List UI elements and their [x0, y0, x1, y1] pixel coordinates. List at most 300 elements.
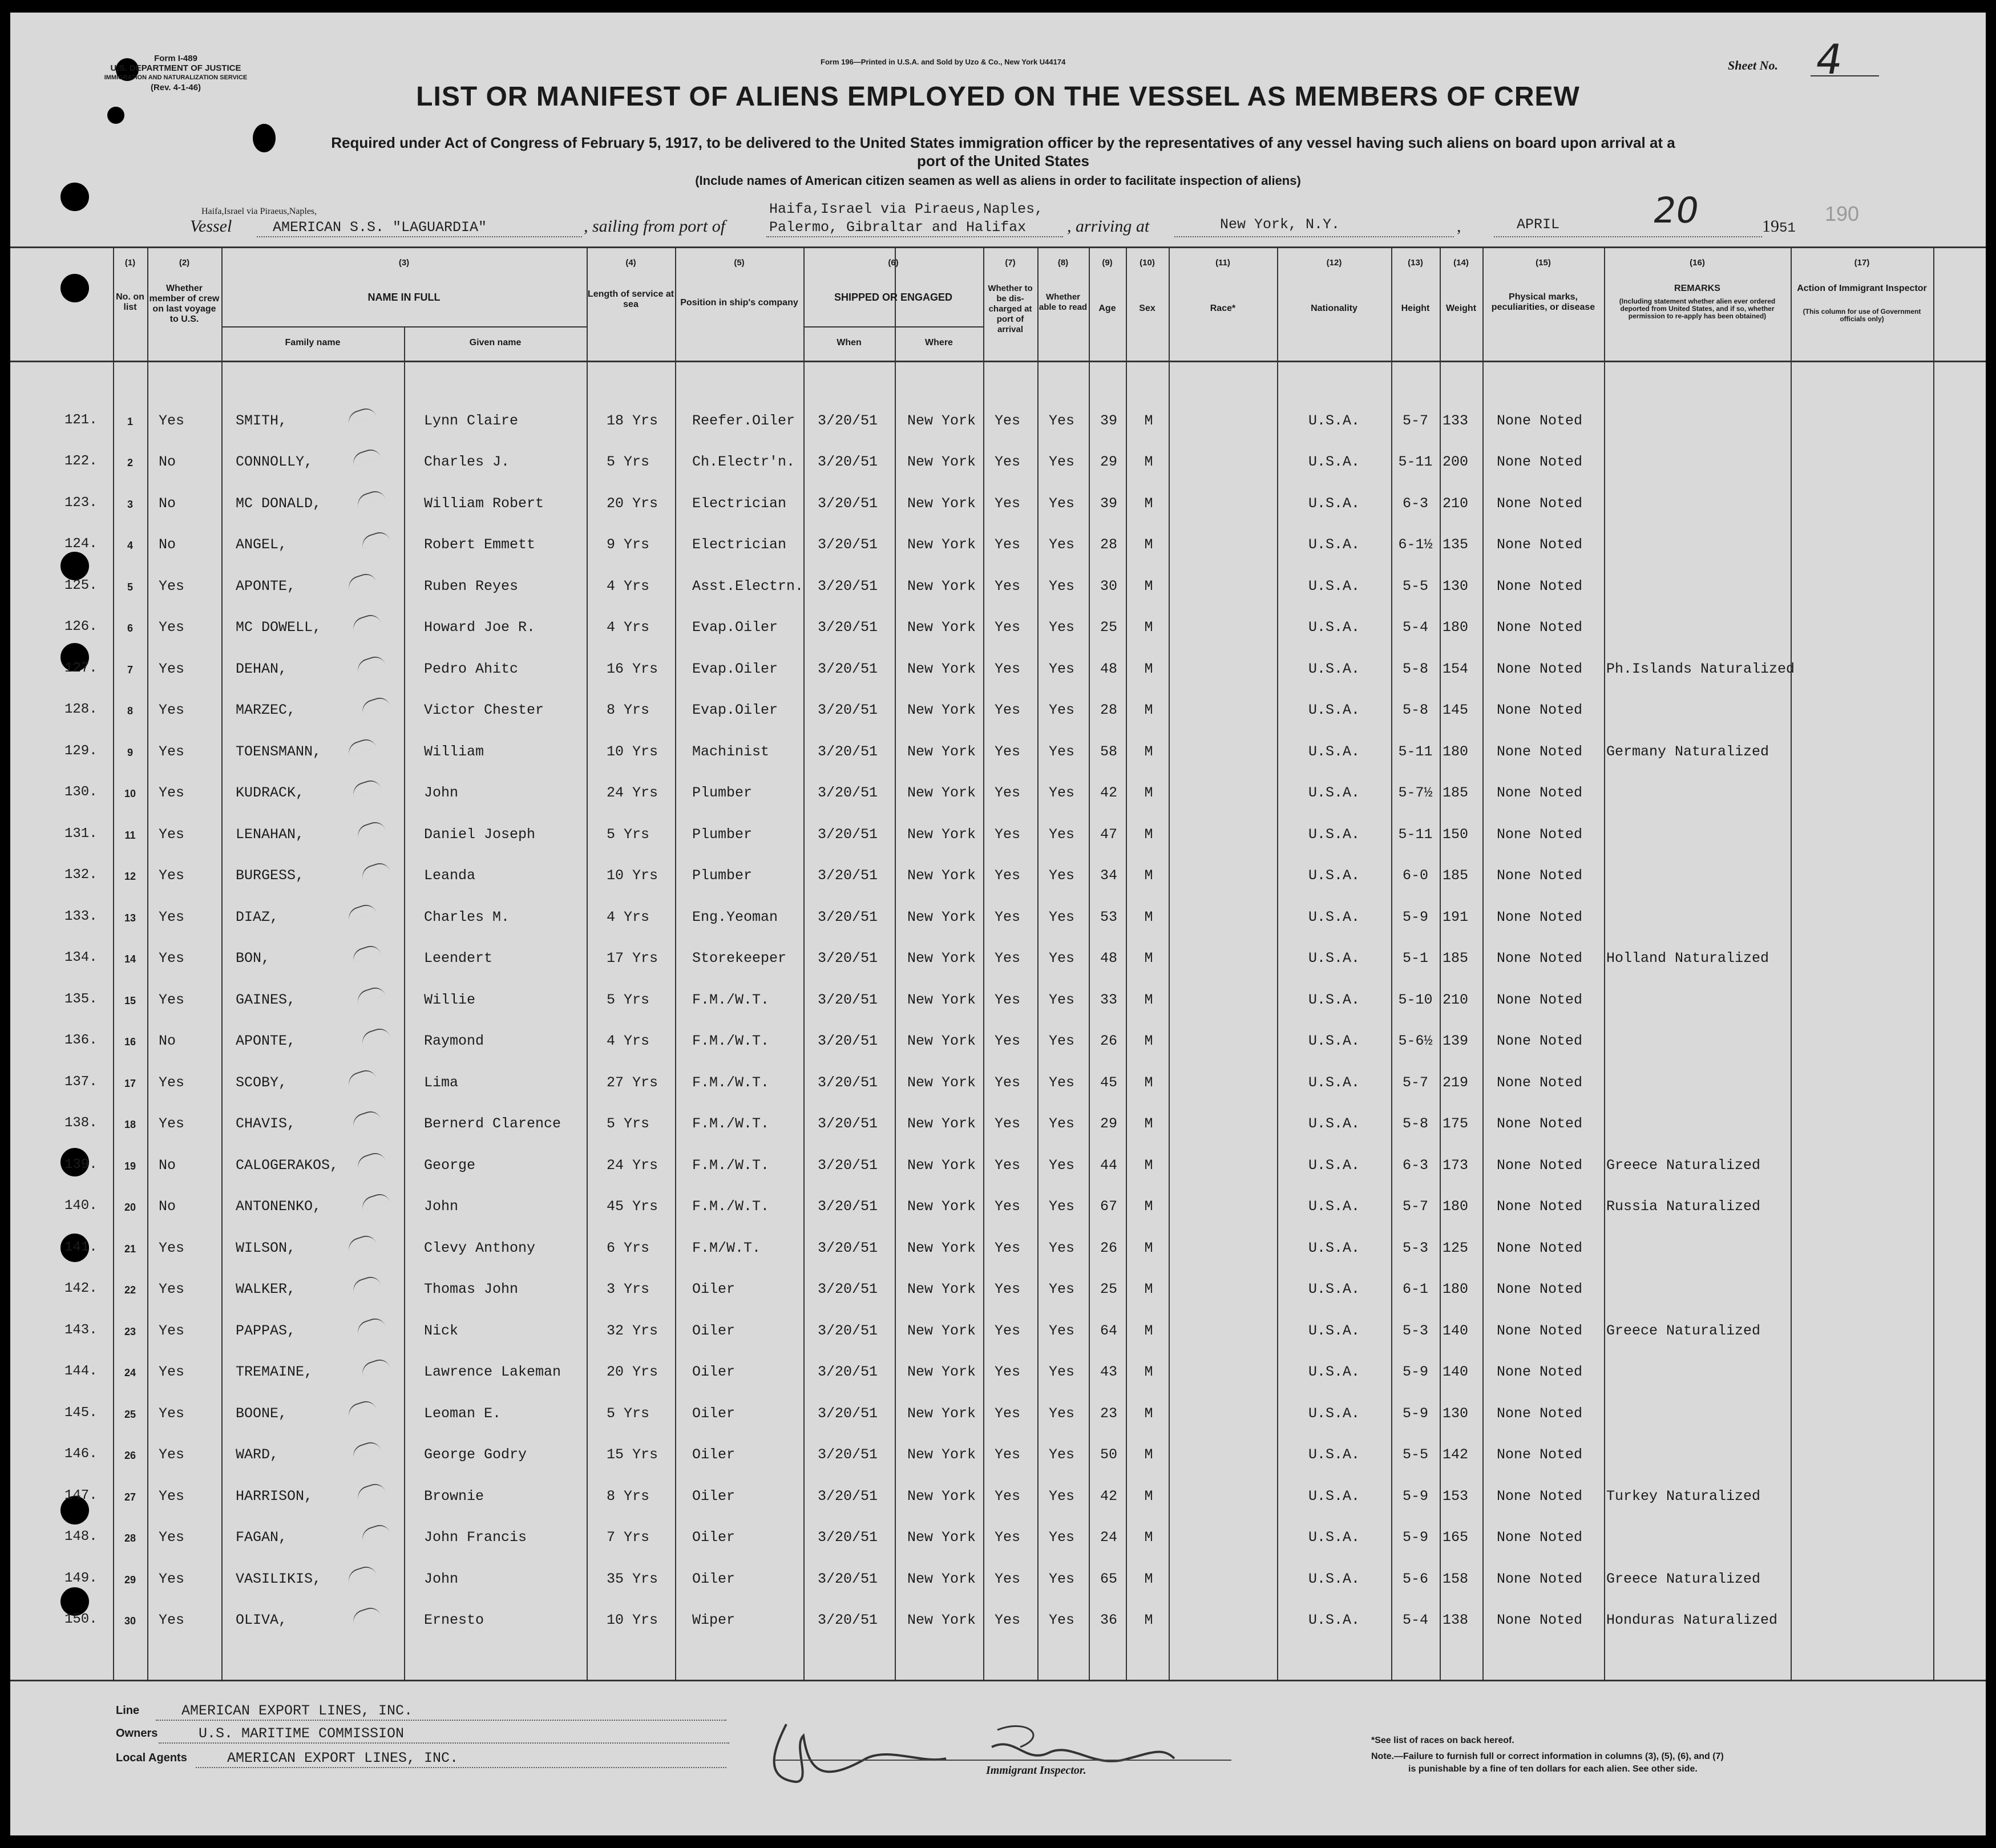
row-weight: 140	[1443, 1322, 1469, 1339]
row-length-service: 4 Yrs	[607, 908, 650, 925]
row-able-read: Yes	[1049, 1322, 1075, 1339]
row-given-name: John	[424, 1198, 459, 1215]
row-shipped-when: 3/20/51	[818, 908, 878, 925]
row-sequence: 138.	[64, 1115, 98, 1131]
row-able-read: Yes	[1049, 1529, 1075, 1546]
row-last-voyage: Yes	[159, 1487, 185, 1505]
row-height: 5-8	[1402, 1115, 1428, 1132]
row-sex: M	[1144, 1198, 1153, 1215]
row-nationality: U.S.A.	[1308, 826, 1360, 843]
row-sequence: 125.	[64, 577, 98, 593]
penalty-note	[1371, 1752, 1724, 1761]
row-sex: M	[1144, 1156, 1153, 1174]
row-last-voyage: Yes	[159, 867, 185, 884]
column-number: (1)	[124, 258, 136, 268]
arrival-month: APRIL	[1517, 216, 1560, 233]
row-able-read: Yes	[1049, 1487, 1075, 1505]
row-discharged: Yes	[995, 908, 1021, 925]
header-remarks: REMARKS	[1674, 284, 1720, 293]
row-sequence: 136.	[64, 1033, 98, 1048]
row-shipped-when: 3/20/51	[818, 991, 878, 1008]
row-last-voyage: Yes	[159, 1612, 185, 1628]
row-length-service: 20 Yrs	[607, 1364, 658, 1380]
row-number: 24	[124, 1367, 136, 1378]
row-position: Asst.Electrn.	[692, 577, 804, 595]
check-mark	[359, 860, 390, 880]
row-length-service: 8 Yrs	[607, 702, 650, 718]
row-height: 5-1	[1402, 950, 1428, 967]
row-number: 30	[124, 1615, 136, 1627]
row-nationality: U.S.A.	[1308, 1446, 1360, 1463]
row-sex: M	[1144, 1446, 1153, 1463]
row-sequence: 144.	[64, 1364, 98, 1379]
check-mark	[350, 943, 381, 963]
row-discharged: Yes	[995, 785, 1021, 801]
manifest-table	[10, 246, 1986, 1684]
row-height: 5-11	[1398, 826, 1433, 843]
row-given-name: Lynn Claire	[424, 412, 519, 429]
row-discharged: Yes	[995, 991, 1021, 1008]
row-length-service: 20 Yrs	[607, 495, 658, 512]
row-shipped-when: 3/20/51	[818, 1446, 878, 1463]
row-physical-marks: None Noted	[1497, 1156, 1583, 1174]
row-shipped-when: 3/20/51	[818, 702, 878, 718]
row-length-service: 45 Yrs	[607, 1198, 658, 1215]
row-sex: M	[1144, 619, 1153, 636]
row-nationality: U.S.A.	[1308, 619, 1360, 636]
row-length-service: 18 Yrs	[607, 412, 658, 429]
table-row	[10, 890, 1986, 932]
subtitle	[136, 134, 1870, 170]
row-able-read: Yes	[1049, 991, 1075, 1008]
row-number: 22	[124, 1284, 136, 1296]
row-shipped-when: 3/20/51	[818, 660, 878, 677]
row-physical-marks: None Noted	[1497, 1405, 1583, 1422]
header-race: Race*	[1210, 304, 1236, 313]
row-sequence: 147.	[64, 1487, 98, 1503]
row-given-name: Lawrence Lakeman	[424, 1364, 561, 1380]
row-able-read: Yes	[1049, 908, 1075, 925]
header-no-on-list: No. on list	[116, 292, 144, 312]
row-shipped-when: 3/20/51	[818, 867, 878, 884]
row-age: 45	[1100, 1074, 1117, 1091]
row-length-service: 3 Yrs	[607, 1281, 650, 1297]
row-family-name: MC DOWELL,	[236, 619, 322, 636]
row-physical-marks: None Noted	[1497, 1115, 1583, 1132]
row-given-name: Leanda	[424, 867, 476, 884]
check-mark	[359, 1522, 390, 1542]
column-number: (14)	[1453, 258, 1469, 268]
header-action-note: (This column for use of Government officials only)	[1803, 308, 1921, 323]
row-last-voyage: Yes	[159, 702, 185, 718]
row-family-name: LENAHAN,	[236, 826, 305, 843]
header-name-in-full: NAME IN FULL	[367, 292, 441, 303]
row-height: 5-11	[1398, 743, 1433, 760]
row-given-name: Thomas John	[424, 1281, 519, 1297]
row-age: 58	[1100, 743, 1117, 760]
row-position: Plumber	[692, 867, 753, 884]
row-height: 5-4	[1402, 619, 1428, 636]
header-discharged: Whether to be dis-charged at port of arrival	[988, 284, 1033, 334]
row-length-service: 5 Yrs	[607, 1115, 650, 1132]
table-row	[10, 1263, 1986, 1304]
row-given-name: Pedro Ahitc	[424, 660, 519, 677]
row-sequence: 137.	[64, 1074, 98, 1090]
row-sex: M	[1144, 1115, 1153, 1132]
row-height: 5-9	[1402, 1487, 1428, 1505]
row-last-voyage: Yes	[159, 619, 185, 636]
row-nationality: U.S.A.	[1308, 577, 1360, 595]
row-remarks: Greece Naturalized	[1606, 1570, 1761, 1587]
row-discharged: Yes	[995, 826, 1021, 843]
row-number: 15	[124, 994, 136, 1006]
row-age: 50	[1100, 1446, 1117, 1463]
row-shipped-when: 3/20/51	[818, 454, 878, 470]
row-number: 19	[124, 1160, 136, 1172]
header-given-name: Given name	[469, 338, 522, 347]
row-last-voyage: Yes	[159, 1446, 185, 1463]
table-row	[10, 1428, 1986, 1470]
row-discharged: Yes	[995, 1115, 1021, 1132]
arrival-year	[1762, 217, 1796, 236]
row-number: 3	[127, 498, 133, 510]
row-nationality: U.S.A.	[1308, 1364, 1360, 1380]
row-last-voyage: No	[159, 454, 176, 470]
row-last-voyage: Yes	[159, 1322, 185, 1339]
note-label: Note.—	[1371, 1752, 1403, 1761]
row-shipped-where: New York	[907, 867, 976, 884]
row-able-read: Yes	[1049, 619, 1075, 636]
table-row	[10, 1386, 1986, 1428]
row-length-service: 4 Yrs	[607, 619, 650, 636]
row-number: 6	[127, 622, 133, 634]
line-underline	[156, 1720, 726, 1721]
row-shipped-when: 3/20/51	[818, 1322, 878, 1339]
row-discharged: Yes	[995, 1322, 1021, 1339]
row-physical-marks: None Noted	[1497, 619, 1583, 636]
row-discharged: Yes	[995, 1281, 1021, 1297]
row-nationality: U.S.A.	[1308, 454, 1360, 470]
row-family-name: BON,	[236, 950, 270, 967]
row-given-name: Clevy Anthony	[424, 1239, 536, 1256]
row-weight: 135	[1443, 536, 1469, 553]
row-weight: 150	[1443, 826, 1469, 843]
row-able-read: Yes	[1049, 1033, 1075, 1049]
row-given-name: Raymond	[424, 1033, 484, 1049]
row-age: 48	[1100, 660, 1117, 677]
check-mark	[355, 1150, 386, 1169]
row-number: 11	[124, 829, 136, 841]
row-position: Oiler	[692, 1570, 736, 1587]
header-member-last-voyage: Whether member of crew on last voyage to U.S.	[149, 284, 220, 324]
row-sex: M	[1144, 702, 1153, 718]
row-last-voyage: Yes	[159, 1239, 185, 1256]
row-weight: 185	[1443, 950, 1469, 967]
row-position: Oiler	[692, 1487, 736, 1505]
row-family-name: CONNOLLY,	[236, 454, 313, 470]
row-sex: M	[1144, 1487, 1153, 1505]
row-able-read: Yes	[1049, 867, 1075, 884]
row-nationality: U.S.A.	[1308, 1281, 1360, 1297]
check-mark	[359, 1191, 390, 1211]
row-shipped-when: 3/20/51	[818, 1239, 878, 1256]
table-row	[10, 1138, 1986, 1180]
row-shipped-where: New York	[907, 950, 976, 967]
row-physical-marks: None Noted	[1497, 1281, 1583, 1297]
row-number: 16	[124, 1036, 136, 1048]
row-weight: 210	[1443, 495, 1469, 512]
header-height: Height	[1401, 304, 1430, 313]
row-age: 39	[1100, 495, 1117, 512]
row-given-name: Nick	[424, 1322, 459, 1339]
row-discharged: Yes	[995, 412, 1021, 429]
check-mark	[355, 1481, 386, 1500]
row-sex: M	[1144, 1570, 1153, 1587]
note-text: Failure to furnish full or correct information in columns (3), (5), (6), and (7)	[1403, 1752, 1724, 1761]
row-nationality: U.S.A.	[1308, 743, 1360, 760]
row-nationality: U.S.A.	[1308, 1074, 1360, 1091]
manifest-sheet: Form I-489 U.S. DEPARTMENT OF JUSTICE IMMIGRATION AND NATURALIZATION SERVICE (Rev. 4-1-46) Form 196—Printed in U.S.A. and Sold by Uzo & Co., New York U44174 Sheet No. 4 LIST OR MANIFEST OF ALIENS EMPLOYED ON THE VESSEL AS MEMBERS OF CREW Required under Act of Congress of February 5, 1917, to be delivered to the United States immigration officer by the representatives of any vessel having such aliens on board upon arrival at a port of the United States (Include names of American citizen seamen as well as aliens in order to facilitate inspection of aliens) Haifa,Israel via Piraeus,Naples, Vessel AMERICAN S.S. "LAGUARDIA" , sailing from port of Haifa,Israel via Piraeus,Naples, Palermo, Gibraltar and Halifax , arriving at New York, N.Y. , APRIL 20 1951 190 (1) (2) (3) (4) (5) (6) (7) (8) (9) (10) (11) (12) (13) (14) (15) (16) (17) No. on list Whether member of crew on last voyage to U.S. NAME IN FULL Family name Given name Length of service at sea Position in ship's company SHIPPED OR ENGAGED When Where Whether to be dis-charged at port of arrival Whether able to read Age Sex Race* Nationality Height Weight Physical marks, peculiarities, or disease REMARKS (Including statement whether alien ever ordered deported from United States, and if so, whether permission to re-apply has been obtained) Action of Immigrant Inspector (This column for use of Government officials only) 121. 1 Yes SMITH, Lynn Claire 18 Yrs Reefer.Oiler 3/20/51 New York Yes Yes 39 M U.S.A. 5-7 133 None Noted 122. 2 No CONNOLLY, Charles J. 5 Yrs Ch.Electr'n. 3/20/51 New York Yes Yes 29 M U.S.A. 5-11 200 None Noted 123. 3 No MC DONALD, William Robert 20 Yrs Electrician 3/20/51 New York Yes Yes 39 M U.S.A. 6-3 210 None Noted 124. 4 No ANGEL, Robert Emmett 9 Yrs Electrician 3/20/51 New York Yes Yes 28 M U.S.A. 6-1½ 135 None Noted 125. 5 Yes APONTE, Ruben Reyes 4 Yrs Asst.Electrn. 3/20/51 New York Yes Yes 30 M U.S.A. 5-5 130 None Noted 126. 6 Yes MC DOWELL, Howard Joe R. 4 Yrs Evap.Oiler 3/20/51 New York Yes Yes 25 M U.S.A. 5-4 180 None Noted 127. 7 Yes DEHAN, Pedro Ahitc 16 Yrs Evap.Oiler 3/20/51 New York Yes Yes 48 M U.S.A. 5-8 154 None Noted Ph.Islands Naturalized 128. 8 Yes MARZEC, Victor Chester 8 Yrs Evap.Oiler 3/20/51 New York Yes Yes 28 M U.S.A. 5-8 145 None Noted 129. 9 Yes TOENSMANN, William 10 Yrs Machinist 3/20/51 New York Yes Yes 58 M U.S.A. 5-11 180 None Noted Germany Naturalized 130. 10 Yes KUDRACK, John 24 Yrs Plumber 3/20/51 New York Yes Yes 42 M U.S.A. 5-7½ 185 None Noted 131. 11 Yes LENAHAN, Daniel Joseph 5 Yrs Plumber 3/20/51 New York Yes Yes 47 M U.S.A. 5-11 150 None Noted 132. 12 Yes BURGESS, Leanda 10 Yrs Plumber 3/20/51 New York Yes Yes 34 M U.S.A. 6-0 185 None Noted 133. 13 Yes DIAZ, Charles M. 4 Yrs Eng.Yeoman 3/20/51 New York Yes Yes 53 M U.S.A. 5-9 191 None Noted 134. 14 Yes BON, Leendert 17 Yrs Storekeeper 3/20/51 New York Yes Yes 48 M U.S.A. 5-1 185 None Noted Holland Naturalized 135. 15 Yes GAINES, Willie 5 Yrs F.M./W.T. 3/20/51 New York Yes Yes 33 M U.S.A. 5-10 210 None Noted 136. 16 No APONTE, Raymond 4 Yrs F.M./W.T. 3/20/51 New York Yes Yes 26 M U.S.A. 5-6½ 139 None Noted 137. 17 Yes SCOBY, Lima 27 Yrs F.M./W.T. 3/20/51 New York Yes Yes 45 M U.S.A. 5-7 219 None Noted 138. 18 Yes CHAVIS, Bernerd Clarence 5 Yrs F.M./W.T. 3/20/51 New York Yes Yes 29 M U.S.A. 5-8 175 None Noted 139. 19 No CALOGERAKOS, George 24 Yrs F.M./W.T. 3/20/51 New York Yes Yes 44 M U.S.A. 6-3 173 None Noted Greece Naturalized 140. 20 No ANTONENKO, John 45 Yrs F.M./W.T. 3/20/51 New York Yes Yes 67 M U.S.A. 5-7 180 None Noted Russia Naturalized 141. 21 Yes WILSON, Clevy Anthony 6 Yrs F.M/W.T. 3/20/51 New York Yes Yes 26 M U.S.A. 5-3 125 None Noted 142. 22 Yes WALKER, Thomas John 3 Yrs Oiler 3/20/51 New York Yes Yes 25 M U.S.A. 6-1 180 None Noted 143. 23 Yes PAPPAS, Nick 32 Yrs Oiler 3/20/51 New York Yes Yes 64 M U.S.A. 5-3 140 None Noted Greece Naturalized 144. 24 Yes TREMAINE, Lawrence Lakeman 20 Yrs Oiler 3/20/51 New York Yes Yes 43 M U.S.A. 5-9 140 None Noted 145. 25 Yes BOONE, Leoman E. 5 Yrs Oiler 3/20/51 New York Yes Yes 23 M U.S.A. 5-9 130 None Noted 146. 26 Yes WARD, George Godry 15 Yrs Oiler 3/20/51 New York Yes Yes 50 M U.S.A. 5-5 142 None Noted 147. 27 Yes HARRISON, Brownie 8 Yrs Oiler 3/20/51 New York Yes Yes 42 M U.S.A. 5-9 153 None Noted Turkey Naturalized 148. 28 Yes FAGAN, John Francis 7 Yrs Oiler 3/20/51 New York Yes Yes 24 M U.S.A. 5-9 165 None Noted 149. 29 Yes VASILIKIS, John 35 Yrs Oiler 3/20/51 New York Yes Yes 65 M U.S.A. 5-6 158 None Noted Greece Naturalized 150. 30 Yes OLIVA, Ernesto 10 Yrs Wiper 3/20/51 New York Yes Yes 36 M U.S.A. 5-4 138 None Noted Honduras Naturalized Line AMERICAN EXPORT LINES, INC. Owners U.S. MARITIME COMMISSION Local Agents AMERICAN EXPORT LINES, INC. Immigrant Inspector. *See list of races on back hereof. Note.—Failure to furnish full or correct information in columns (3), (5), (6), and (7) is punishable by a fine of ten dollars for each alien. See other side.	[10, 13, 1986, 1835]
owners-value: U.S. MARITIME COMMISSION	[199, 1725, 405, 1742]
check-mark	[350, 1605, 381, 1624]
row-position: Eng.Yeoman	[692, 908, 778, 925]
row-sequence: 135.	[64, 991, 98, 1007]
row-discharged: Yes	[995, 1446, 1021, 1463]
row-height: 5-5	[1402, 1446, 1428, 1463]
row-height: 6-0	[1402, 867, 1428, 884]
row-shipped-when: 3/20/51	[818, 1115, 878, 1132]
row-weight: 180	[1443, 743, 1469, 760]
row-nationality: U.S.A.	[1308, 536, 1360, 553]
row-nationality: U.S.A.	[1308, 1239, 1360, 1256]
stamp-number: 190	[1825, 202, 1860, 225]
row-number: 9	[127, 746, 133, 758]
row-shipped-when: 3/20/51	[818, 536, 878, 553]
row-shipped-when: 3/20/51	[818, 577, 878, 595]
check-mark	[355, 819, 386, 838]
row-able-read: Yes	[1049, 660, 1075, 677]
row-able-read: Yes	[1049, 454, 1075, 470]
row-height: 5-7	[1402, 1074, 1428, 1091]
row-family-name: BURGESS,	[236, 867, 305, 884]
column-number: (13)	[1408, 258, 1423, 268]
row-given-name: Lima	[424, 1074, 459, 1091]
sailing-label: , sailing from port of	[584, 217, 726, 236]
row-sequence: 123.	[64, 495, 98, 511]
check-mark	[346, 736, 377, 755]
row-physical-marks: None Noted	[1497, 660, 1583, 677]
row-number: 17	[124, 1077, 136, 1089]
row-shipped-where: New York	[907, 785, 976, 801]
row-last-voyage: No	[159, 536, 176, 553]
row-family-name: VASILIKIS,	[236, 1570, 322, 1587]
column-number: (15)	[1536, 258, 1551, 268]
row-shipped-where: New York	[907, 660, 976, 677]
row-physical-marks: None Noted	[1497, 1570, 1583, 1587]
row-length-service: 4 Yrs	[607, 1033, 650, 1049]
row-discharged: Yes	[995, 1529, 1021, 1546]
port-line1: Haifa,Israel via Piraeus,Naples,	[201, 207, 317, 216]
row-last-voyage: Yes	[159, 412, 185, 429]
row-length-service: 10 Yrs	[607, 1612, 658, 1628]
row-sex: M	[1144, 1074, 1153, 1091]
row-given-name: Charles J.	[424, 454, 510, 470]
row-last-voyage: Yes	[159, 743, 185, 760]
row-sequence: 134.	[64, 950, 98, 965]
row-physical-marks: None Noted	[1497, 1529, 1583, 1546]
row-family-name: CHAVIS,	[236, 1115, 296, 1132]
column-number: (11)	[1215, 258, 1230, 268]
header-weight: Weight	[1445, 304, 1477, 313]
row-shipped-where: New York	[907, 495, 976, 512]
row-last-voyage: Yes	[159, 1405, 185, 1422]
check-mark	[350, 612, 381, 632]
row-sex: M	[1144, 1239, 1153, 1256]
table-row	[10, 601, 1986, 642]
row-number: 21	[124, 1243, 136, 1255]
row-weight: 153	[1443, 1487, 1469, 1505]
row-sequence: 143.	[64, 1322, 98, 1338]
column-number: (10)	[1140, 258, 1155, 268]
row-sex: M	[1144, 1281, 1153, 1297]
row-position: Plumber	[692, 785, 753, 801]
row-sequence: 139.	[64, 1156, 98, 1172]
row-length-service: 5 Yrs	[607, 826, 650, 843]
row-physical-marks: None Noted	[1497, 536, 1583, 553]
row-shipped-where: New York	[907, 412, 976, 429]
subheader-rule	[221, 326, 587, 327]
row-number: 13	[124, 912, 136, 924]
inspector-label: Immigrant Inspector.	[986, 1764, 1086, 1777]
row-physical-marks: None Noted	[1497, 908, 1583, 925]
row-discharged: Yes	[995, 950, 1021, 967]
row-height: 5-8	[1402, 702, 1428, 718]
row-height: 5-7½	[1398, 785, 1433, 801]
vessel-underline	[257, 236, 582, 237]
row-position: F.M/W.T.	[692, 1239, 761, 1256]
row-given-name: Leoman E.	[424, 1405, 502, 1422]
row-age: 65	[1100, 1570, 1117, 1587]
row-weight: 130	[1443, 577, 1469, 595]
row-weight: 175	[1443, 1115, 1469, 1132]
row-age: 48	[1100, 950, 1117, 967]
row-nationality: U.S.A.	[1308, 950, 1360, 967]
owners-label: Owners	[116, 1727, 158, 1740]
row-length-service: 10 Yrs	[607, 867, 658, 884]
row-family-name: TREMAINE,	[236, 1364, 313, 1380]
table-row	[10, 1594, 1986, 1635]
row-age: 29	[1100, 1115, 1117, 1132]
date-underline	[1494, 236, 1762, 237]
table-row	[10, 642, 1986, 684]
table-row	[10, 559, 1986, 601]
race-note: *See list of races on back hereof.	[1371, 1736, 1514, 1745]
column-number: (8)	[1057, 258, 1069, 268]
revision: (Rev. 4-1-46)	[150, 83, 201, 92]
row-nationality: U.S.A.	[1308, 1612, 1360, 1628]
row-able-read: Yes	[1049, 1115, 1075, 1132]
header-length-service: Length of service at sea	[587, 289, 674, 309]
row-shipped-when: 3/20/51	[818, 1612, 878, 1628]
row-shipped-when: 3/20/51	[818, 1364, 878, 1380]
row-age: 28	[1100, 702, 1117, 718]
row-discharged: Yes	[995, 619, 1021, 636]
row-shipped-when: 3/20/51	[818, 1074, 878, 1091]
row-shipped-when: 3/20/51	[818, 1198, 878, 1215]
row-age: 67	[1100, 1198, 1117, 1215]
row-age: 25	[1100, 619, 1117, 636]
table-row	[10, 518, 1986, 560]
row-nationality: U.S.A.	[1308, 495, 1360, 512]
row-remarks: Ph.Islands Naturalized	[1606, 660, 1795, 677]
row-sequence: 122.	[64, 454, 98, 469]
row-discharged: Yes	[995, 743, 1021, 760]
row-nationality: U.S.A.	[1308, 908, 1360, 925]
row-shipped-where: New York	[907, 1033, 976, 1049]
row-position: F.M./W.T.	[692, 991, 770, 1008]
row-remarks: Germany Naturalized	[1606, 743, 1769, 760]
row-weight: 145	[1443, 702, 1469, 718]
row-sex: M	[1144, 1322, 1153, 1339]
row-physical-marks: None Noted	[1497, 1239, 1583, 1256]
row-discharged: Yes	[995, 1074, 1021, 1091]
row-height: 5-10	[1398, 991, 1433, 1008]
row-discharged: Yes	[995, 1239, 1021, 1256]
row-number: 29	[124, 1574, 136, 1586]
column-number: (9)	[1102, 258, 1113, 268]
arriving-label: , arriving at	[1067, 217, 1150, 236]
row-number: 1	[127, 415, 133, 427]
row-number: 14	[124, 953, 136, 965]
row-remarks: Honduras Naturalized	[1606, 1612, 1778, 1628]
table-row	[10, 807, 1986, 849]
row-sequence: 142.	[64, 1281, 98, 1296]
row-given-name: Brownie	[424, 1487, 484, 1505]
row-position: Oiler	[692, 1405, 736, 1422]
row-sequence: 141.	[64, 1239, 98, 1255]
row-sex: M	[1144, 867, 1153, 884]
row-physical-marks: None Noted	[1497, 1364, 1583, 1380]
row-shipped-when: 3/20/51	[818, 743, 878, 760]
row-weight: 210	[1443, 991, 1469, 1008]
row-position: F.M./W.T.	[692, 1074, 770, 1091]
check-mark	[346, 1563, 377, 1583]
row-position: F.M./W.T.	[692, 1033, 770, 1049]
row-shipped-where: New York	[907, 1612, 976, 1628]
row-physical-marks: None Noted	[1497, 412, 1583, 429]
row-able-read: Yes	[1049, 577, 1075, 595]
row-height: 6-3	[1402, 495, 1428, 512]
row-height: 5-3	[1402, 1322, 1428, 1339]
row-shipped-when: 3/20/51	[818, 950, 878, 967]
row-number: 25	[124, 1408, 136, 1420]
row-physical-marks: None Noted	[1497, 577, 1583, 595]
row-number: 4	[127, 540, 133, 551]
row-position: Ch.Electr'n.	[692, 454, 795, 470]
row-sex: M	[1144, 950, 1153, 967]
row-length-service: 9 Yrs	[607, 536, 650, 553]
row-physical-marks: None Noted	[1497, 785, 1583, 801]
row-sex: M	[1144, 495, 1153, 512]
row-sequence: 127.	[64, 660, 98, 676]
row-shipped-where: New York	[907, 536, 976, 553]
row-weight: 185	[1443, 867, 1469, 884]
row-length-service: 17 Yrs	[607, 950, 658, 967]
row-length-service: 15 Yrs	[607, 1446, 658, 1463]
table-row	[10, 1180, 1986, 1222]
row-position: F.M./W.T.	[692, 1115, 770, 1132]
row-sex: M	[1144, 577, 1153, 595]
